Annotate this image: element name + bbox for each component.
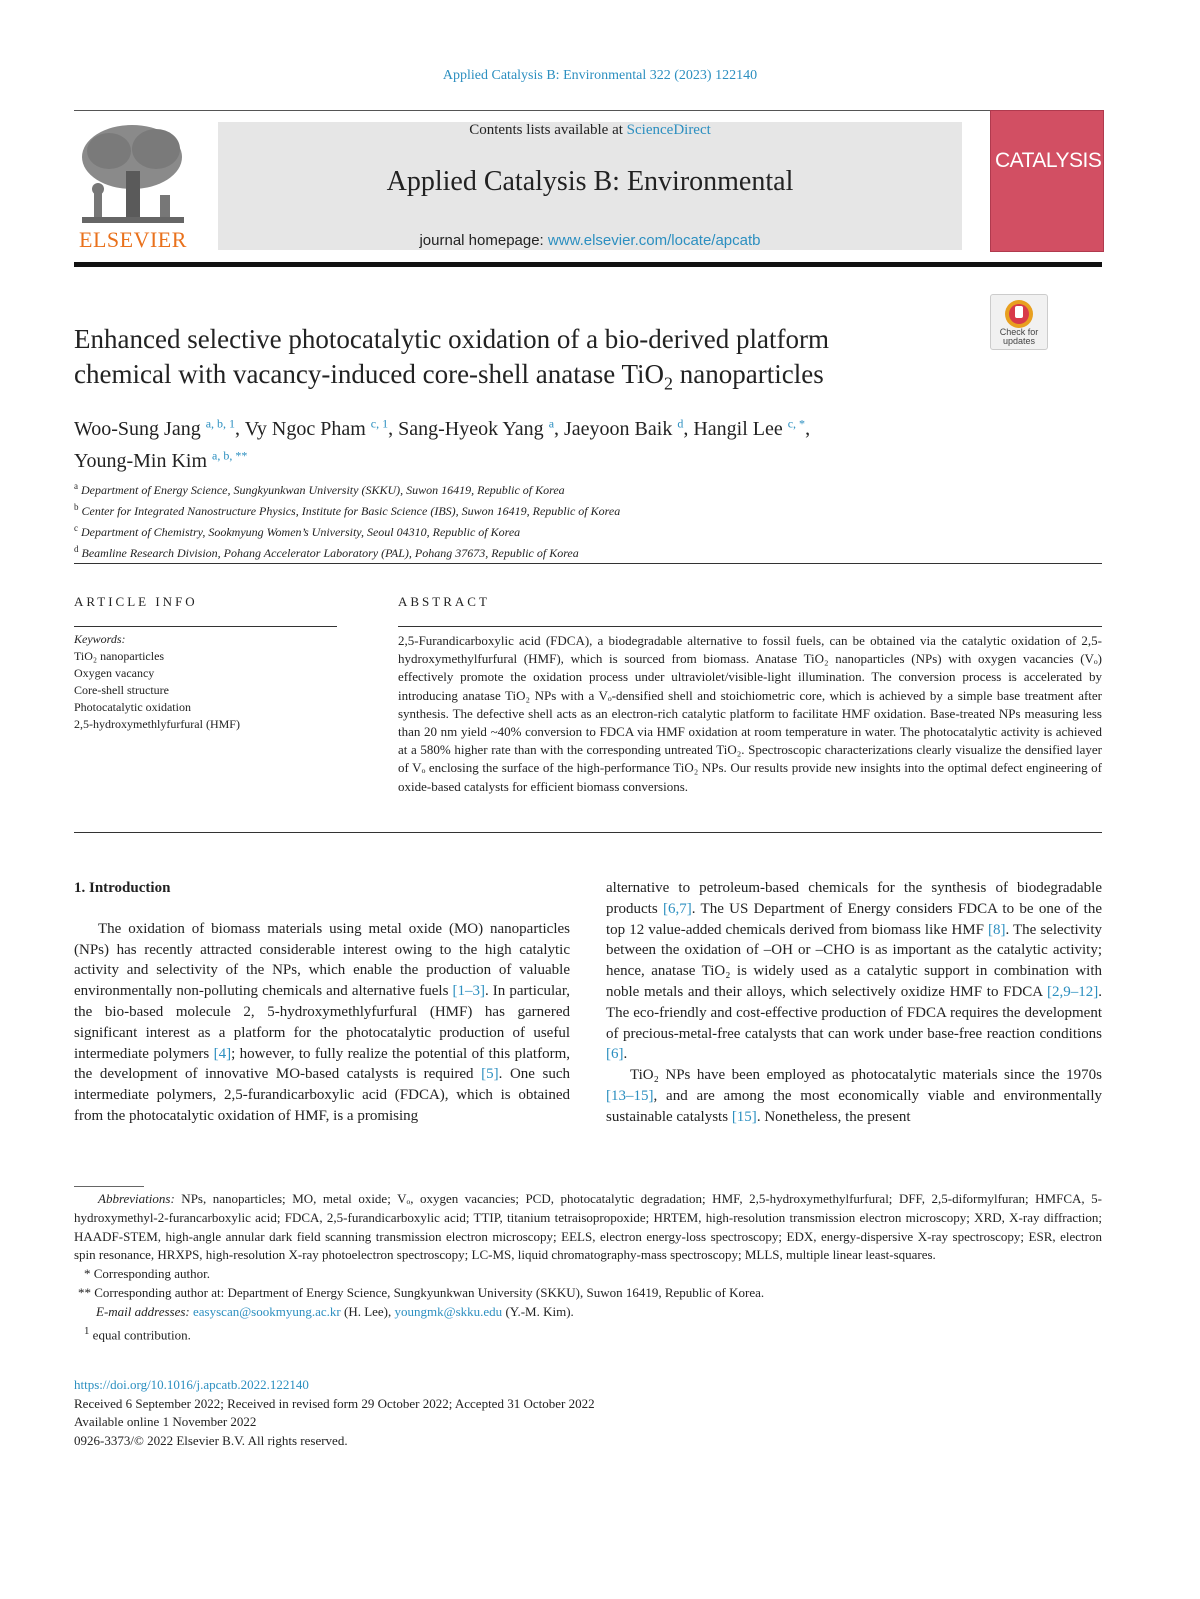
contents-prefix: Contents lists available at (469, 122, 627, 138)
abstract-heading: ABSTRACT (398, 594, 490, 609)
divider (74, 563, 1102, 564)
author[interactable]: Jaeyoon Baik $^d$ (564, 416, 684, 440)
footnote-rule (74, 1186, 144, 1187)
check-for-updates-button[interactable] (990, 294, 1048, 350)
available-online: Available online 1 November 2022 (74, 1414, 257, 1429)
citation-link[interactable]: [15] (731, 1108, 757, 1125)
paragraph-text: . The US Department of Energy considers FDCA to be one of the top 12 value-added chemicals derived from biomass like HMF (606, 900, 1102, 938)
elsevier-logo[interactable] (74, 121, 192, 253)
keywords (74, 631, 344, 733)
author-list: Woo-Sung Jang $^{a, b, 1}$, Vy Ngoc Pham $^{c, 1}$, Sang-Hyeok Yang $^a$, Jaeyoon Baik $^d$, Hangil Lee $^{c, *}$, Young-Min Kim $^{a, b, **}$ (74, 416, 811, 473)
affiliations (74, 478, 1074, 562)
received-dates: Received 6 September 2022; Received in revised form 29 October 2022; Accepted 31 October 2022 (74, 1395, 595, 1411)
author[interactable]: Vy Ngoc Pham $^{c, 1}$ (244, 416, 389, 440)
header-thick-rule (74, 262, 1102, 267)
abbreviations-text: NPs, nanoparticles; MO, metal oxide; Vₒ, oxygen vacancies; PCD, photocatalytic degradation; HMF, 2,5-hydroxymethylfurfural; DFF, 2,5-diformylfuran; HMFCA, 5-hydroxymethyl-2-furancarboxylic acid; FDCA, 2,5-furandicarboxylic acid; TTIP, titanium tetraisopropoxide; HRTEM, high-resolution transmission electron microscopy; XRD, X-ray diffraction; HAADF-STEM, high-angle annular dark field scanning transmission electron microscopy; EELS, electron energy-loss spectroscopy; EDX, energy-dispersive X-ray spectroscopy; ESR, electron spin resonance, HRXPS, high-resolution X-ray photoelectron spectroscopy; LC-MS, liquid chromatography-mass spectroscopy; MLLS, multiple linear least-squares. (74, 1191, 1102, 1263)
email-link-lee[interactable]: easyscan@sookmyung.ac.kr (193, 1303, 341, 1319)
affiliation: $^b$ Center for Integrated Nanostructure Physics, Institute for Basic Science (IBS), Suwon 16419, Republic of Korea (74, 502, 621, 518)
paragraph-text: . The eco-friendly and cost-effective production of FDCA requires the development of precious-metal-free catalysts that can work under base-free reaction conditions (606, 983, 1102, 1042)
affiliation: $^c$ Department of Chemistry, Sookmyung Women’s University, Seoul 04310, Republic of Korea (74, 523, 521, 539)
article-title (74, 322, 974, 401)
divider (398, 626, 1102, 627)
author[interactable]: Young-Min Kim $^{a, b, **}$ (74, 448, 248, 473)
copyright: 0926-3373/© 2022 Elsevier B.V. All rights reserved. (74, 1432, 348, 1448)
equal-contribution-text: equal contribution. (89, 1326, 191, 1342)
elsevier-tree-icon (74, 121, 192, 229)
keyword[interactable]: Oxygen vacancy (74, 666, 155, 680)
keyword[interactable]: 2,5-hydroxymethlyfurfural (HMF) (74, 717, 240, 731)
cover-title: CATALYSIS (995, 149, 1102, 172)
abbreviations-footnote (74, 1190, 1102, 1265)
doi-link[interactable]: https://doi.org/10.1016/j.apcatb.2022.122140 (74, 1377, 309, 1392)
article-info-heading: ARTICLE INFO (74, 594, 198, 609)
email-label: E-mail addresses: (96, 1303, 190, 1319)
journal-title: Applied Catalysis B: Environmental (386, 166, 794, 197)
title-line-2-end: nanoparticles (673, 359, 824, 389)
check-updates-label: Check for updates (999, 327, 1039, 346)
email-link-kim[interactable]: youngmk@skku.edu (394, 1303, 503, 1319)
keyword[interactable]: Photocatalytic oxidation (74, 700, 191, 714)
email-owner: (Y.-M. Kim). (502, 1303, 574, 1319)
paragraph-text: . In particular, the bio-based molecule 2, 5-hydroxymethlyfurfural (HMF) has garnered significant interest as a platform for the photocatalytic production of useful intermediate polymers (74, 983, 570, 1062)
keywords-label: Keywords: (74, 632, 126, 646)
divider (74, 626, 337, 627)
citation-link[interactable]: [4] (213, 1045, 232, 1062)
paragraph-text: . One such intermediate polymers, 2,5-furandicarboxylic acid (FDCA), which is obtained from the photocatalytic oxidation of HMF, is a promising (74, 1066, 570, 1124)
homepage-link[interactable]: www.elsevier.com/locate/apcatb (547, 232, 761, 249)
title-line-2 (74, 357, 974, 401)
paragraph-text: The oxidation of biomass materials using metal oxide (MO) nanoparticles (NPs) has recently attracted considerable interest owing to the high catalytic activity and selectivity of the NPs, which enable the production of valuable environmentally non-polluting chemicals and alternative fuels (74, 920, 570, 1000)
paragraph (606, 878, 1102, 1065)
citation-link[interactable]: [1–3] (452, 983, 485, 1000)
publication-info (74, 1376, 1102, 1450)
paragraph-text: . Nonetheless, the present (756, 1108, 911, 1125)
citation-link[interactable]: [8] (987, 921, 1006, 938)
citation-link[interactable]: [5] (481, 1066, 499, 1083)
affiliation: $^d$ Beamline Research Division, Pohang Accelerator Laboratory (PAL), Pohang 37673, Republic of Korea (74, 544, 579, 560)
check-updates-icon (991, 297, 1047, 331)
body-column-right (606, 878, 1102, 1128)
footnotes (74, 1190, 1102, 1345)
journal-cover[interactable] (990, 110, 1104, 252)
paragraph-text: . The selectivity between the oxidation of –OH or –CHO is as important as the catalytic activity; hence, anatase TiO₂ is widely used as a catalytic support in combination with noble metals and their alloys, which selectively oxidize HMF to FDCA (606, 921, 1102, 1000)
author[interactable]: Woo-Sung Jang $^{a, b, 1}$ (74, 416, 236, 440)
journal-reference[interactable]: Applied Catalysis B: Environmental 322 (2023) 122140 (442, 68, 758, 83)
equal-contribution-note (74, 1322, 1102, 1345)
citation-link[interactable]: [6] (606, 1046, 624, 1063)
title-line-2-text: chemical with vacancy-induced core-shell anatase TiO (74, 359, 665, 389)
keyword[interactable]: TiO₂ nanoparticles (74, 649, 165, 663)
paragraph-text: ; however, to fully realize the potential of this platform, the development of innovative MO-based catalysts is required (74, 1045, 570, 1083)
citation-link[interactable]: [6,7] (662, 900, 692, 917)
abbreviations-label: Abbreviations: (98, 1191, 175, 1206)
section-heading: 1. Introduction (74, 880, 171, 896)
homepage-prefix: journal homepage: (419, 232, 548, 249)
paragraph-text: alternative to petroleum-based chemicals for the synthesis of biodegradable products (606, 880, 1102, 917)
sciencedirect-link[interactable]: ScienceDirect (626, 122, 711, 138)
citation-link[interactable]: [2,9–12] (1047, 983, 1099, 1000)
journal-homepage (218, 232, 962, 249)
footnote-marker: 1 (84, 1324, 90, 1337)
contents-line (218, 122, 962, 139)
author[interactable]: Hangil Lee $^{c, *}$ (693, 416, 806, 440)
corresponding-author-1: * Corresponding author. (84, 1266, 211, 1282)
paragraph-text: . (623, 1046, 628, 1063)
paragraph (74, 919, 570, 1127)
email-owner: (H. Lee), (340, 1303, 395, 1319)
body-column-left (74, 878, 570, 1127)
citation-link[interactable]: [13–15] (606, 1087, 654, 1104)
email-addresses (74, 1303, 1102, 1322)
paragraph (606, 1065, 1102, 1127)
elsevier-wordmark: ELSEVIER (79, 227, 187, 252)
divider (74, 832, 1102, 833)
keyword[interactable]: Core-shell structure (74, 683, 169, 697)
corresponding-author-2: ** Corresponding author at: Department of Energy Science, Sungkyunkwan University (SKKU), Suwon 16419, Republic of Korea. (78, 1284, 765, 1300)
journal-masthead (218, 122, 962, 250)
author[interactable]: Sang-Hyeok Yang $^a$ (398, 416, 555, 440)
abstract-text: 2,5-Furandicarboxylic acid (FDCA), a biodegradable alternative to fossil fuels, can be obtained via the catalytic oxidation of 2,5-hydroxymethylfurfural (HMF), which is sourced from biomass. Anatase TiO₂ nanoparticles (NPs) with oxygen vacancies (Vₒ) effectively promote the oxidation process under ultraviolet/visible-light illumination. The conversion process is accelerated by introducing anatase TiO₂ NPs with a Vₒ-densified shell and stoichiometric core, which is achieved by a simple base treatment after synthesis. The defective shell acts as an electron-rich catalytic platform to facilitate HMF oxidation. Base-treated NPs measuring less than 20 nm yield ~40% conversion to FDCA via HMF oxidation at room temperature in water. The photocatalytic activity is achieved at a 580% higher rate than with the corresponding untreated TiO₂. Spectroscopic characterizations clearly visualize the densified layer of Vₒ enclosing the surface of the high-performance TiO₂ NPs. Our results provide new insights into the optimal defect engineering of oxide-based catalysts for efficient biomass conversions. (398, 633, 1102, 794)
affiliation: $^a$ Department of Energy Science, Sungkyunkwan University (SKKU), Suwon 16419, Republic of Korea (74, 481, 565, 497)
paragraph-text: TiO₂ NPs have been employed as photocatalytic materials since the 1970s (630, 1067, 1102, 1084)
title-subscript: 2 (664, 373, 674, 394)
paragraph-text: , and are among the most economically viable and environmentally sustainable catalysts (606, 1087, 1102, 1125)
title-line-1: Enhanced selective photocatalytic oxidation of a bio-derived platform (74, 324, 829, 354)
header-rule (74, 110, 1102, 111)
